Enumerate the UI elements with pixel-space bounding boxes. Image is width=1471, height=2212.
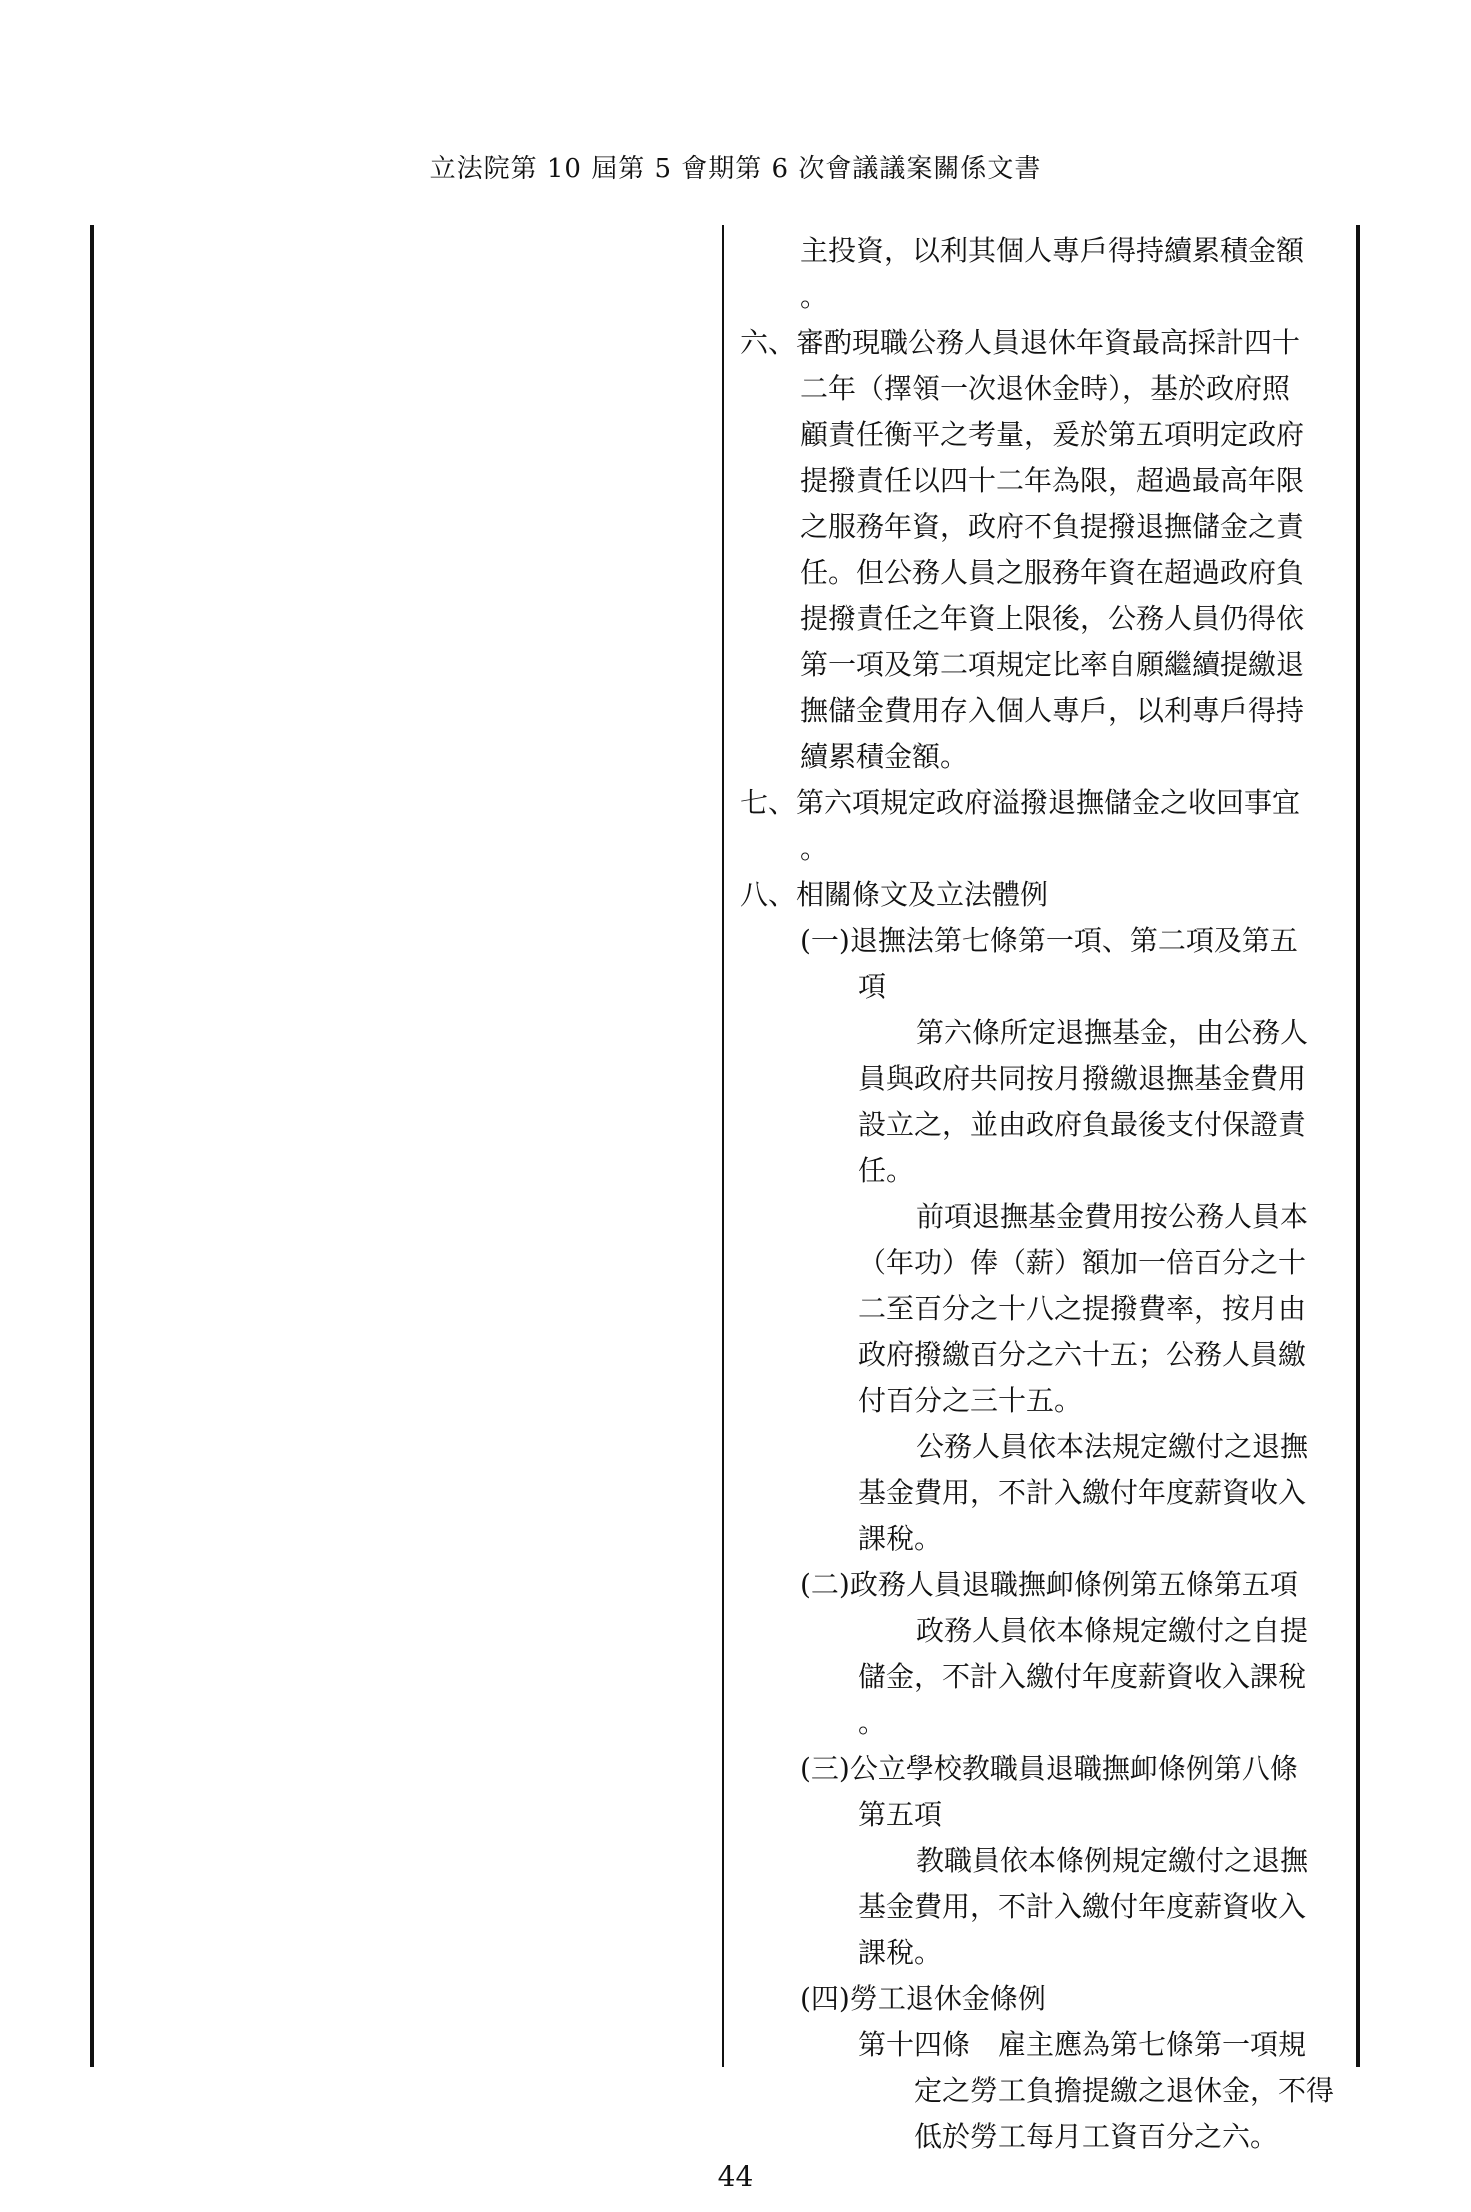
text-line: 。: [800, 280, 829, 313]
text-line: 低於勞工每月工資百分之六。: [886, 2120, 1279, 2153]
text-line: 前項退撫基金費用按公務人員本: [916, 1200, 1309, 1233]
text-line: 教職員依本條例規定繳付之退撫: [916, 1844, 1309, 1877]
text-line: 課稅。: [858, 1522, 943, 1555]
text-line: 。: [858, 1706, 887, 1739]
text-line: 主投資，以利其個人專戶得持續累積金額: [800, 234, 1305, 267]
table-right-border: [1356, 225, 1360, 2067]
table-column-divider: [722, 225, 724, 2067]
page-number: 44: [717, 2160, 754, 2193]
text-line: (三)公立學校教職員退職撫卹條例第八條: [800, 1752, 1298, 1785]
text-line: (一)退撫法第七條第一項、第二項及第五: [800, 924, 1298, 957]
page-header: 立法院第 10 屆第 5 會期第 6 次會議議案關係文書: [429, 154, 1042, 184]
text-line: 第十四條 雇主應為第七條第一項規: [858, 2028, 1307, 2061]
text-line: (二)政務人員退職撫卹條例第五條第五項: [800, 1568, 1298, 1601]
text-line: 基金費用，不計入繳付年度薪資收入: [858, 1890, 1307, 1923]
text-line: 二年（擇領一次退休金時），基於政府照: [800, 372, 1291, 405]
text-line: 公務人員依本法規定繳付之退撫: [916, 1430, 1309, 1463]
text-line: 第一項及第二項規定比率自願繼續提繳退: [800, 648, 1305, 681]
text-line: 撫儲金費用存入個人專戶，以利專戶得持: [800, 694, 1305, 727]
table-left-border: [90, 225, 94, 2067]
text-line: 。: [800, 832, 829, 865]
text-line: (四)勞工退休金條例: [800, 1982, 1046, 2015]
text-line: 付百分之三十五。: [858, 1384, 1083, 1417]
text-line: 七、第六項規定政府溢撥退撫儲金之收回事宜: [740, 786, 1301, 819]
text-line: 員與政府共同按月撥繳退撫基金費用: [858, 1062, 1307, 1095]
text-line: 第六條所定退撫基金，由公務人: [916, 1016, 1309, 1049]
text-line: 項: [858, 970, 887, 1003]
text-line: 顧責任衡平之考量，爰於第五項明定政府: [800, 418, 1305, 451]
text-line: 六、審酌現職公務人員退休年資最高採計四十: [740, 326, 1301, 359]
explanation-column: [740, 228, 1340, 2160]
text-line: 政務人員依本條規定繳付之自提: [916, 1614, 1309, 1647]
text-line: 定之勞工負擔提繳之退休金，不得: [886, 2074, 1335, 2107]
text-line: 八、相關條文及立法體例: [740, 878, 1049, 911]
text-line: 之服務年資，政府不負提撥退撫儲金之責: [800, 510, 1305, 543]
text-line: 任。: [858, 1154, 915, 1187]
text-line: 設立之，並由政府負最後支付保證責: [858, 1108, 1307, 1141]
text-line: 第五項: [858, 1798, 943, 1831]
text-line: 儲金，不計入繳付年度薪資收入課稅: [858, 1660, 1307, 1693]
text-line: 任。但公務人員之服務年資在超過政府負: [800, 556, 1305, 589]
text-line: 續累積金額。: [800, 740, 969, 773]
text-line: 政府撥繳百分之六十五；公務人員繳: [858, 1338, 1307, 1371]
text-line: 基金費用，不計入繳付年度薪資收入: [858, 1476, 1307, 1509]
text-line: 提撥責任之年資上限後，公務人員仍得依: [800, 602, 1305, 635]
text-line: 提撥責任以四十二年為限，超過最高年限: [800, 464, 1305, 497]
text-line: 二至百分之十八之提撥費率，按月由: [858, 1292, 1307, 1325]
text-line: （年功）俸（薪）額加一倍百分之十: [858, 1246, 1307, 1279]
text-line: 課稅。: [858, 1936, 943, 1969]
